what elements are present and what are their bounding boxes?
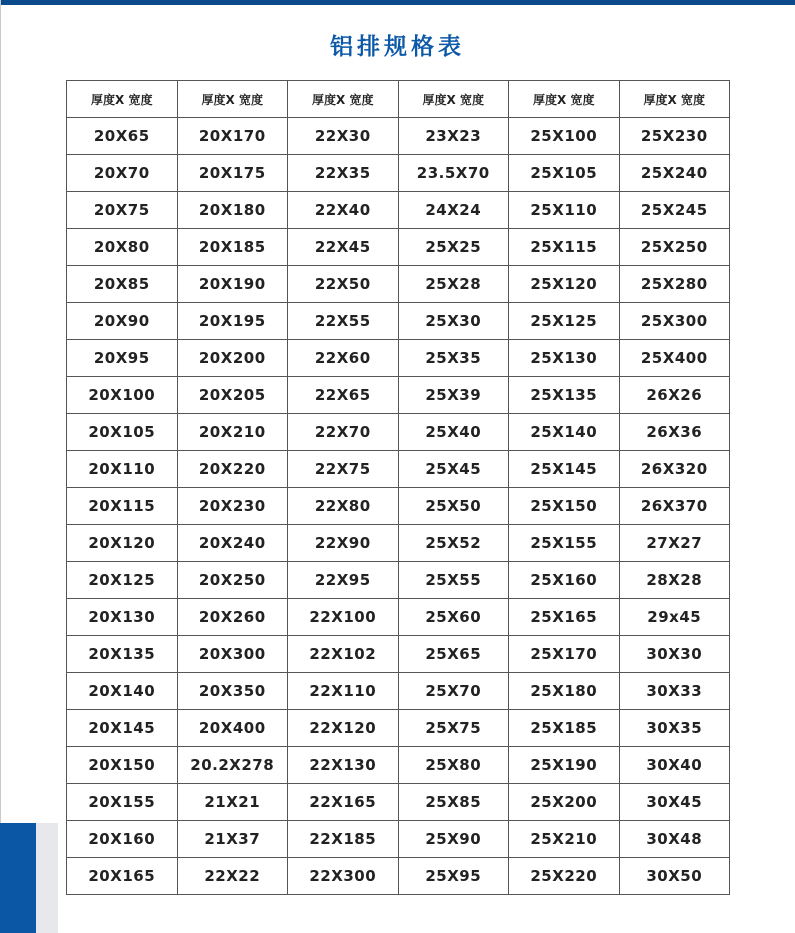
table-cell: 22X45 xyxy=(288,229,399,266)
table-cell: 26X370 xyxy=(619,488,730,525)
column-header: 厚度X 宽度 xyxy=(67,81,178,118)
table-cell: 25X52 xyxy=(398,525,509,562)
table-cell: 20X105 xyxy=(67,414,178,451)
table-cell: 25X190 xyxy=(509,747,620,784)
table-cell: 20X165 xyxy=(67,858,178,895)
table-cell: 26X36 xyxy=(619,414,730,451)
table-cell: 22X70 xyxy=(288,414,399,451)
table-cell: 20.2X278 xyxy=(177,747,288,784)
table-cell: 23X23 xyxy=(398,118,509,155)
table-cell: 25X25 xyxy=(398,229,509,266)
table-cell: 20X135 xyxy=(67,636,178,673)
table-cell: 22X30 xyxy=(288,118,399,155)
table-cell: 22X50 xyxy=(288,266,399,303)
table-cell: 25X120 xyxy=(509,266,620,303)
table-cell: 22X120 xyxy=(288,710,399,747)
table-cell: 20X250 xyxy=(177,562,288,599)
table-cell: 25X40 xyxy=(398,414,509,451)
table-row xyxy=(67,488,730,525)
table-cell: 20X195 xyxy=(177,303,288,340)
table-cell: 30X35 xyxy=(619,710,730,747)
table-cell: 21X21 xyxy=(177,784,288,821)
table-cell: 25X150 xyxy=(509,488,620,525)
table-cell: 22X40 xyxy=(288,192,399,229)
table-cell: 20X125 xyxy=(67,562,178,599)
table-cell: 25X185 xyxy=(509,710,620,747)
table-cell: 20X110 xyxy=(67,451,178,488)
table-body xyxy=(67,118,730,895)
table-cell: 20X100 xyxy=(67,377,178,414)
table-cell: 25X95 xyxy=(398,858,509,895)
table-cell: 26X26 xyxy=(619,377,730,414)
table-cell: 30X40 xyxy=(619,747,730,784)
table-cell: 22X102 xyxy=(288,636,399,673)
table-cell: 25X160 xyxy=(509,562,620,599)
table-row xyxy=(67,266,730,303)
table-cell: 22X110 xyxy=(288,673,399,710)
table-cell: 22X165 xyxy=(288,784,399,821)
table-row xyxy=(67,858,730,895)
table-cell: 25X165 xyxy=(509,599,620,636)
table-cell: 20X240 xyxy=(177,525,288,562)
table-cell: 20X65 xyxy=(67,118,178,155)
table-cell: 25X85 xyxy=(398,784,509,821)
table-cell: 20X200 xyxy=(177,340,288,377)
table-cell: 25X39 xyxy=(398,377,509,414)
table-cell: 20X230 xyxy=(177,488,288,525)
table-row xyxy=(67,525,730,562)
table-cell: 25X115 xyxy=(509,229,620,266)
spec-table xyxy=(66,80,730,895)
side-decoration-blue xyxy=(0,823,36,933)
table-cell: 25X130 xyxy=(509,340,620,377)
table-cell: 20X400 xyxy=(177,710,288,747)
table-row xyxy=(67,710,730,747)
table-cell: 24X24 xyxy=(398,192,509,229)
table-cell: 25X70 xyxy=(398,673,509,710)
table-cell: 25X60 xyxy=(398,599,509,636)
table-cell: 25X105 xyxy=(509,155,620,192)
table-cell: 20X190 xyxy=(177,266,288,303)
table-cell: 28X28 xyxy=(619,562,730,599)
table-cell: 20X70 xyxy=(67,155,178,192)
table-row xyxy=(67,340,730,377)
table-cell: 20X205 xyxy=(177,377,288,414)
table-cell: 22X65 xyxy=(288,377,399,414)
table-cell: 20X130 xyxy=(67,599,178,636)
table-cell: 22X80 xyxy=(288,488,399,525)
table-row xyxy=(67,562,730,599)
table-row xyxy=(67,821,730,858)
table-cell: 22X130 xyxy=(288,747,399,784)
table-row xyxy=(67,414,730,451)
table-cell: 20X145 xyxy=(67,710,178,747)
table-cell: 20X210 xyxy=(177,414,288,451)
side-decoration-grey xyxy=(36,823,58,933)
table-row xyxy=(67,784,730,821)
table-cell: 25X210 xyxy=(509,821,620,858)
table-cell: 25X65 xyxy=(398,636,509,673)
table-row xyxy=(67,192,730,229)
column-header: 厚度X 宽度 xyxy=(398,81,509,118)
table-cell: 25X155 xyxy=(509,525,620,562)
table-cell: 30X33 xyxy=(619,673,730,710)
table-cell: 30X30 xyxy=(619,636,730,673)
table-cell: 25X35 xyxy=(398,340,509,377)
table-cell: 22X35 xyxy=(288,155,399,192)
table-cell: 22X75 xyxy=(288,451,399,488)
table-cell: 25X110 xyxy=(509,192,620,229)
table-cell: 20X155 xyxy=(67,784,178,821)
table-cell: 26X320 xyxy=(619,451,730,488)
table-cell: 25X90 xyxy=(398,821,509,858)
table-cell: 22X300 xyxy=(288,858,399,895)
table-cell: 29x45 xyxy=(619,599,730,636)
column-header: 厚度X 宽度 xyxy=(177,81,288,118)
table-row xyxy=(67,377,730,414)
table-cell: 22X60 xyxy=(288,340,399,377)
table-cell: 20X220 xyxy=(177,451,288,488)
table-cell: 20X150 xyxy=(67,747,178,784)
table-cell: 25X50 xyxy=(398,488,509,525)
page-title: 铝排规格表 xyxy=(330,34,465,60)
table-cell: 22X100 xyxy=(288,599,399,636)
table-cell: 20X300 xyxy=(177,636,288,673)
table-cell: 25X80 xyxy=(398,747,509,784)
table-cell: 20X260 xyxy=(177,599,288,636)
table-cell: 25X145 xyxy=(509,451,620,488)
table-cell: 25X125 xyxy=(509,303,620,340)
table-cell: 30X45 xyxy=(619,784,730,821)
table-cell: 25X30 xyxy=(398,303,509,340)
table-cell: 22X95 xyxy=(288,562,399,599)
table-cell: 25X240 xyxy=(619,155,730,192)
column-header: 厚度X 宽度 xyxy=(288,81,399,118)
table-cell: 20X170 xyxy=(177,118,288,155)
table-cell: 27X27 xyxy=(619,525,730,562)
table-cell: 25X300 xyxy=(619,303,730,340)
table-cell: 25X28 xyxy=(398,266,509,303)
table-cell: 20X185 xyxy=(177,229,288,266)
table-cell: 22X22 xyxy=(177,858,288,895)
table-row xyxy=(67,747,730,784)
table-cell: 25X280 xyxy=(619,266,730,303)
table-cell: 25X230 xyxy=(619,118,730,155)
table-row xyxy=(67,451,730,488)
table-row xyxy=(67,155,730,192)
top-accent-bar xyxy=(0,0,795,5)
table-cell: 25X180 xyxy=(509,673,620,710)
table-cell: 22X185 xyxy=(288,821,399,858)
table-row xyxy=(67,599,730,636)
table-cell: 20X140 xyxy=(67,673,178,710)
table-cell: 25X55 xyxy=(398,562,509,599)
table-cell: 20X115 xyxy=(67,488,178,525)
table-cell: 25X200 xyxy=(509,784,620,821)
table-cell: 20X175 xyxy=(177,155,288,192)
table-cell: 25X45 xyxy=(398,451,509,488)
table-row xyxy=(67,303,730,340)
table-cell: 20X120 xyxy=(67,525,178,562)
table-row xyxy=(67,118,730,155)
table-cell: 30X48 xyxy=(619,821,730,858)
table-cell: 20X350 xyxy=(177,673,288,710)
table-cell: 25X250 xyxy=(619,229,730,266)
table-cell: 23.5X70 xyxy=(398,155,509,192)
table-cell: 20X85 xyxy=(67,266,178,303)
table-cell: 20X95 xyxy=(67,340,178,377)
table-cell: 25X100 xyxy=(509,118,620,155)
table-cell: 20X75 xyxy=(67,192,178,229)
table-cell: 20X90 xyxy=(67,303,178,340)
table-cell: 20X180 xyxy=(177,192,288,229)
left-edge-line xyxy=(0,0,1,933)
column-header: 厚度X 宽度 xyxy=(619,81,730,118)
table-cell: 20X80 xyxy=(67,229,178,266)
table-cell: 30X50 xyxy=(619,858,730,895)
header-row xyxy=(67,81,730,118)
table-row xyxy=(67,229,730,266)
table-row xyxy=(67,673,730,710)
table-cell: 22X55 xyxy=(288,303,399,340)
table-cell: 25X135 xyxy=(509,377,620,414)
table-row xyxy=(67,636,730,673)
table-cell: 25X220 xyxy=(509,858,620,895)
table-cell: 25X75 xyxy=(398,710,509,747)
table-cell: 25X245 xyxy=(619,192,730,229)
table-cell: 25X140 xyxy=(509,414,620,451)
table-cell: 21X37 xyxy=(177,821,288,858)
table-cell: 25X170 xyxy=(509,636,620,673)
table-cell: 25X400 xyxy=(619,340,730,377)
table-cell: 20X160 xyxy=(67,821,178,858)
column-header: 厚度X 宽度 xyxy=(509,81,620,118)
table-cell: 22X90 xyxy=(288,525,399,562)
